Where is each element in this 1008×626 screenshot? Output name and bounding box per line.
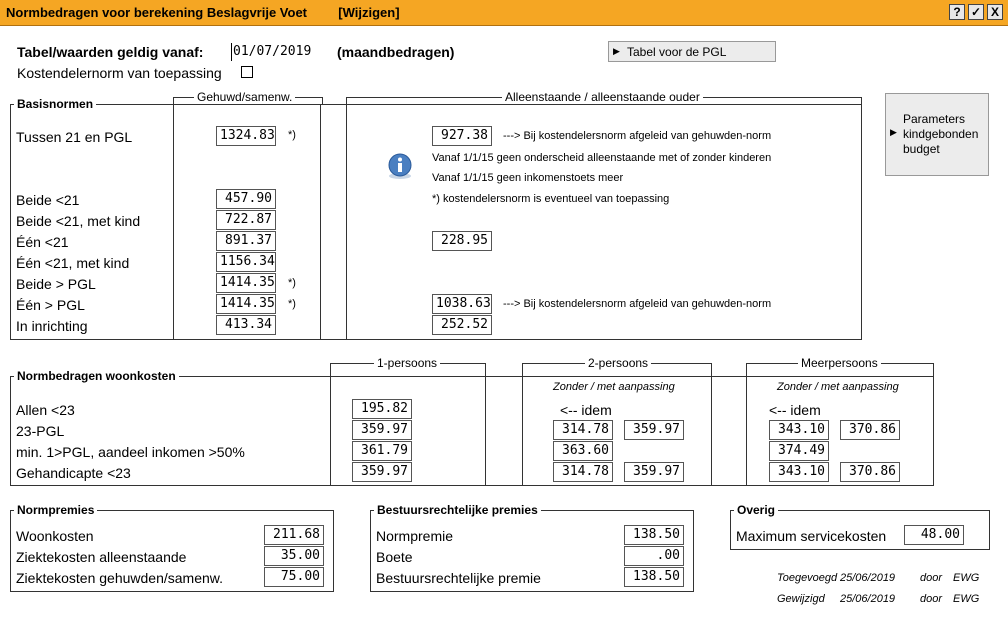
window-mode: [Wijzigen] <box>338 5 400 20</box>
row-label: 23-PGL <box>16 423 65 439</box>
alleen-field[interactable]: 927.38 <box>432 126 492 146</box>
gehuwd-field[interactable]: 1414.35 <box>216 294 276 314</box>
gehuwd-field[interactable]: 457.90 <box>216 189 276 209</box>
row-label: Beide <21, met kind <box>16 213 141 229</box>
row-label: Bestuursrechtelijke premie <box>376 570 541 586</box>
one-person-header: 1-persoons <box>374 356 440 370</box>
row-label: Normpremie <box>376 528 454 544</box>
alleen-column-divider <box>346 104 347 340</box>
valid-from-label: Tabel/waarden geldig vanaf: <box>17 44 204 60</box>
row-label: Woonkosten <box>16 528 94 544</box>
one-person-field[interactable]: 359.97 <box>352 420 412 440</box>
multi-person-with-field[interactable]: 370.86 <box>840 420 900 440</box>
pgl-table-button[interactable] <box>608 41 776 62</box>
basisnormen-legend: Basisnormen <box>14 97 96 111</box>
kostendeler-label: Kostendelernorm van toepassing <box>17 65 222 81</box>
two-person-without-field[interactable]: 314.78 <box>553 462 613 482</box>
row-label: Beide <21 <box>16 192 80 208</box>
two-person-header: 2-persoons <box>585 356 651 370</box>
gehuwd-column-header: Gehuwd/samenw. <box>194 90 295 104</box>
normpremie-field[interactable]: 138.50 <box>624 525 684 545</box>
added-label: Toegevoegd <box>777 572 838 584</box>
kostendeler-note: ---> Bij kostendelersnorm afgeleid van gehuwden-norm <box>503 130 772 142</box>
two-person-subheader: Zonder / met aanpassing <box>553 381 675 393</box>
star-note: *) <box>288 129 296 141</box>
alleen-field[interactable]: 252.52 <box>432 315 492 335</box>
row-label: Tussen 21 en PGL <box>16 129 133 145</box>
woonkosten-legend: Normbedragen woonkosten <box>14 369 179 383</box>
one-person-field[interactable]: 195.82 <box>352 399 412 419</box>
multi-person-without-field[interactable]: 343.10 <box>769 420 829 440</box>
multi-person-without-field[interactable]: 343.10 <box>769 462 829 482</box>
multi-person-subheader: Zonder / met aanpassing <box>777 381 899 393</box>
idem-label: <-- idem <box>560 402 612 418</box>
title-bar <box>0 0 1008 26</box>
kostendeler-note: ---> Bij kostendelersnorm afgeleid van gehuwden-norm <box>503 298 772 310</box>
changed-by-label: door <box>920 593 943 605</box>
normpremies-legend: Normpremies <box>14 503 97 517</box>
info-icon <box>386 152 414 180</box>
bestuurs-legend: Bestuursrechtelijke premies <box>374 503 541 517</box>
row-label: In inrichting <box>16 318 88 334</box>
multi-person-with-field[interactable]: 370.86 <box>840 462 900 482</box>
ziektekosten-alleen-field[interactable]: 35.00 <box>264 546 324 566</box>
info-line: *) kostendelersnorm is eventueel van toepassing <box>432 193 670 205</box>
pgl-table-button-label: Tabel voor de PGL <box>627 45 727 59</box>
arrow-right-icon: ▶ <box>890 127 897 137</box>
added-by-label: door <box>920 572 943 584</box>
valid-from-input[interactable] <box>231 42 311 62</box>
star-note: *) <box>288 277 296 289</box>
row-label: Beide > PGL <box>16 276 96 292</box>
woonkosten-premie-field[interactable]: 211.68 <box>264 525 324 545</box>
close-button[interactable]: X <box>987 4 1003 20</box>
unit-label: (maandbedragen) <box>337 44 455 60</box>
one-person-field[interactable]: 361.79 <box>352 441 412 461</box>
row-label: Boete <box>376 549 413 565</box>
added-by: EWG <box>953 572 980 584</box>
boete-field[interactable]: .00 <box>624 546 684 566</box>
multi-person-header: Meerpersoons <box>798 356 881 370</box>
row-label: Ziektekosten alleenstaande <box>16 549 187 565</box>
added-date: 25/06/2019 <box>840 572 896 584</box>
info-line: Vanaf 1/1/15 geen onderscheid alleenstaande met of zonder kinderen <box>432 152 772 164</box>
changed-date: 25/06/2019 <box>840 593 896 605</box>
gehuwd-field[interactable]: 722.87 <box>216 210 276 230</box>
window-title <box>6 5 400 20</box>
kostendeler-checkbox[interactable] <box>241 66 253 78</box>
two-person-with-field[interactable]: 359.97 <box>624 420 684 440</box>
changed-by: EWG <box>953 593 980 605</box>
service-costs-label: Maximum servicekosten <box>736 528 887 544</box>
valid-from-value: 01/07/2019 <box>233 44 312 59</box>
two-person-without-field[interactable]: 363.60 <box>553 441 613 461</box>
two-person-with-field[interactable]: 359.97 <box>624 462 684 482</box>
row-label: Gehandicapte <23 <box>16 465 131 481</box>
overig-legend: Overig <box>734 503 778 517</box>
row-label: Ziektekosten gehuwden/samenw. <box>16 570 224 586</box>
window-title-text: Normbedragen voor berekening Beslagvrije Voet <box>6 5 308 20</box>
gehuwd-field[interactable]: 1324.83 <box>216 126 276 146</box>
gehuwd-field[interactable]: 1156.34 <box>216 252 276 272</box>
gehuwd-field[interactable]: 891.37 <box>216 231 276 251</box>
gehuwd-field[interactable]: 1414.35 <box>216 273 276 293</box>
text-cursor <box>231 43 232 61</box>
row-label: Één > PGL <box>16 297 85 313</box>
star-note: *) <box>288 298 296 310</box>
row-label: Allen <23 <box>16 402 75 418</box>
alleen-field[interactable]: 1038.63 <box>432 294 492 314</box>
info-line: Vanaf 1/1/15 geen inkomenstoets meer <box>432 172 624 184</box>
ziektekosten-gehuwd-field[interactable]: 75.00 <box>264 567 324 587</box>
two-person-without-field[interactable]: 314.78 <box>553 420 613 440</box>
row-label: Één <21, met kind <box>16 255 130 271</box>
changed-label: Gewijzigd <box>777 593 825 605</box>
service-costs-field[interactable]: 48.00 <box>904 525 964 545</box>
multi-person-without-field[interactable]: 374.49 <box>769 441 829 461</box>
ok-button[interactable]: ✓ <box>968 4 984 20</box>
idem-label: <-- idem <box>769 402 821 418</box>
parameters-button-label: Parameters kindgebonden budget <box>903 112 979 156</box>
parameters-button[interactable] <box>885 93 989 176</box>
arrow-right-icon: ▶ <box>613 46 620 56</box>
bestuurs-premie-field[interactable]: 138.50 <box>624 567 684 587</box>
row-label: min. 1>PGL, aandeel inkomen >50% <box>16 444 245 460</box>
row-label: Één <21 <box>16 234 69 250</box>
alleen-field[interactable]: 228.95 <box>432 231 492 251</box>
gehuwd-field[interactable]: 413.34 <box>216 315 276 335</box>
one-person-field[interactable]: 359.97 <box>352 462 412 482</box>
alleen-column-header: Alleenstaande / alleenstaande ouder <box>502 90 703 104</box>
help-button[interactable]: ? <box>949 4 965 20</box>
